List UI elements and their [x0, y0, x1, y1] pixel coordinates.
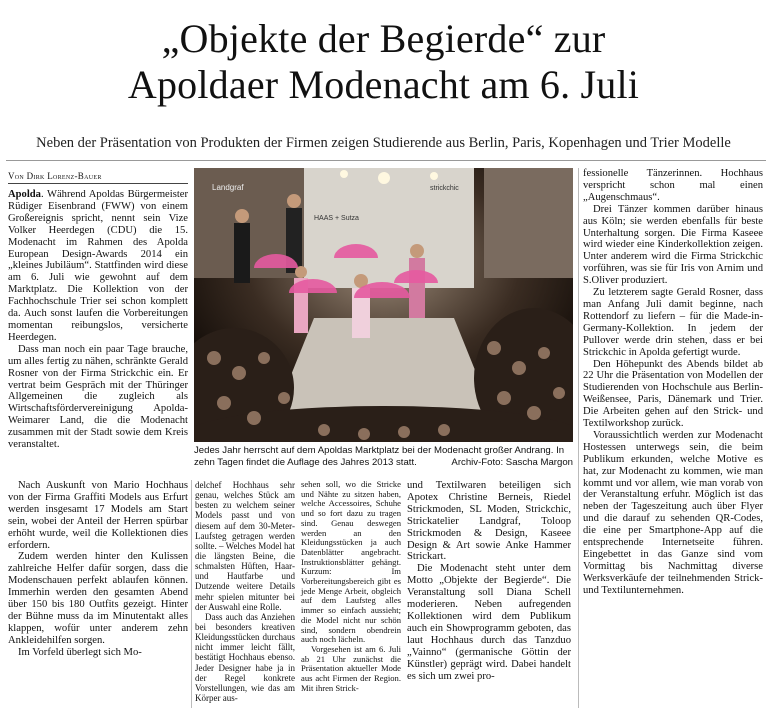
paragraph: Vorgesehen ist am 6. Juli ab 21 Uhr zunächst die Präsentation aktueller Mode aus acht Firmen der Region. Mit ihren Strick-: [301, 643, 401, 693]
paragraph: sehen soll, wo die Stricke und Nähte zu sitzen haben, welche Accessoires, Schuhe und so fort dazu zu tragen sind. Genau deswegen werden an den Kleidungsstücken ja auch Datenblätter angebracht. Instruktionsblätter gehängt. Kurzum: Im Vorbereitungsbereich gibt es jede Menge Arbeit, obgleich auf dem Laufsteg alles immer so einfach aussieht; die Model nicht nur schön sind, sondern obendrein auch noch lächeln.: [301, 479, 401, 645]
sign-landgraf: Landgraf: [212, 183, 244, 192]
paragraph: und Textilwaren beteiligen sich Apotex Christine Berneis, Riedel Strickmoden, SL Moden, Strickchic, Strickatelier Landgraf, Toloop Strickmoden & Design, Kaseee Design & Art sowie Anke Hammer Strickart.: [407, 480, 571, 563]
paragraph: Dass man noch ein paar Tage brauche, um alles fertig zu nähen, schränkte Gerald Rosner von der Firma Strickchic ein. Er vertrat beim Gespräch mit der Thüringer Allgemeinen die zugleich als Wirtschaftsfördervereinigung Apolda-Weimarer Land, die die Modenacht zusammen mit der Stadt sowie dem Kreis veranstaltet.: [8, 343, 188, 451]
sign-haas-sutza: HAAS + Sutza: [314, 215, 359, 222]
fashion-show-photo: [194, 168, 573, 442]
column-4: [407, 480, 571, 682]
column-3: [301, 480, 401, 693]
paragraph: delchef Hochhaus sehr genau, welches Stück am besten zu welchem seiner Models passt und von diesem auf dem 30-Meter-Laufsteg getragen werden sollte. – Welches Model hat die längsten Beine, die schmalsten Hüften, Haar- und Hautfarbe und Dutzende weitere Details mehr spielen mitunter bei der Auswahl eine Rolle.: [195, 480, 295, 612]
column-5: [583, 168, 763, 597]
column-divider: [191, 480, 192, 708]
byline-rule: [8, 183, 188, 184]
paragraph: Voraussichtlich werden zur Modenacht Hostessen unterwegs sein, die beim Publikum erkunden, welche Motive es hat, zur Modenacht zu kommen, wie man kommt und vor allem, wie man vorab von der Veranstaltung erfuhr. Möglich ist das neben der Tageszeitung auch über Flyer und die darauf zu sehenden QR-Codes, die eine per Smartphone-App auf die entsprechende Internetseite führen. Eingebettet in das Ganze sind vom Vormittag bis Nachmittag diverse Werksverkäufe der teilnehmenden Strick- und Textilunternehmen.: [583, 429, 763, 596]
paragraph: Zu letzterem sagte Gerald Rosner, dass man Anfang Juli damit beginne, nach Rottendorf zu liefern – für die Made-in-Germany-Kollektion. In jedem der Pullover werde drin stehen, dass er bei Strickchic in Apolda gefertigt wurde.: [583, 287, 763, 358]
headline-line-2: Apoldaer Modenacht am 6. Juli: [127, 62, 640, 107]
paragraph: Den Höhepunkt des Abends bildet ab 22 Uhr die Präsentation von Modellen der Studierenden von Hochschule aus Berlin-Weißensee, Paris, Dänemark und Trier. Die Arbeiten gehen auf den Strick- und Textilworkshop zurück.: [583, 358, 763, 430]
paragraph: Im Vorfeld überlegt sich Mo-: [18, 646, 142, 658]
byline: Von Dirk Lorenz-Bauer: [8, 171, 102, 181]
photo-caption: [194, 445, 573, 469]
photo-credit: Archiv-Foto: Sascha Margon: [451, 457, 573, 468]
paragraph: Drei Tänzer kommen darüber hinaus aus Köln; sie werden ebenfalls für beste Unterhaltung sorgen. Die Firma Kaseee wird wieder eine Kinderkollektion zeigen. Unter anderem wird die Firma Strickchic vorführen, was sie für Iris von Arnim und S.Oliver produziert.: [583, 203, 763, 287]
headline-line-1: „Objekte der Begierde“ zur: [161, 16, 606, 61]
paragraph: Dass auch das Anziehen bei besonders kreativen Kleidungsstücken durchaus nicht immer leicht fällt, bestätigt Hochhaus ebenso. Jeder Designer habe ja in der Regel konkrete Vorstellungen, wie das am Körper aus-: [195, 611, 295, 703]
headline: [0, 16, 767, 108]
paragraph: fessionelle Tänzerinnen. Hochhaus verspricht schon mal einen „Augenschmaus“.: [583, 168, 763, 203]
subheadline: Neben der Präsentation von Produkten der Firmen zeigen Studierende aus Berlin, Paris, Kopenhagen und Trier Modelle: [36, 135, 731, 151]
subhead-rule: [6, 160, 766, 161]
paragraph-text: . Während Apoldas Bürgermeister Rüdiger Eisenbrand (FWW) von einem Großereignis spricht, nennt sein Vize Volker Heerdegen (CDU) die 15. Modenacht im Rahmen des Apolda European Design-Awards 2014 ein „kleines Jubiläum“. Stattfinden wird diese am 6. Juli wie gewohnt auf dem Marktplatz. Die Kollektion von der Fachhochschule Trier sei schon komplett da. Auch sonst laufen die Vorbereitungen momentan reibungslos, versicherte Heerdegen.: [8, 189, 188, 343]
column-1-top: [8, 189, 188, 451]
column-2: [195, 480, 295, 703]
column-divider: [578, 168, 579, 708]
dateline: Apolda: [8, 189, 41, 200]
caption-text: Jedes Jahr herrscht auf dem Apoldas Marktplatz bei der Modenacht großer Andrang. In zehn Tagen findet die Auflage des Jahres 2013 statt.: [194, 445, 565, 468]
paragraph: Zudem werden hinter den Kulissen zahlreiche Helfer dafür sorgen, dass die Modenschauen perfekt ablaufen können. Immerhin werden den gesamten Abend über 150 bis 180 Outfits gezeigt. Hinter der Bühne muss da im Minutentakt alles klappen, wofür unter anderem zehn Ankleidehilfen sorgen.: [8, 551, 188, 646]
article-photo: [194, 168, 573, 442]
paragraph: [8, 189, 188, 344]
paragraph: Die Modenacht steht unter dem Motto „Objekte der Begierde“. Die Veranstaltung soll Diana Schell moderieren. Neben aufregenden Kollektionen wird dem Publikum auch ein Showprogramm geboten, das laut Hochhaus durch das Tanzduo „Vainno“ (germanische Göttin der Künstler) geprägt wird. Dabei handelt es sich um zwei pro-: [407, 563, 571, 682]
column-1-bottom: [8, 480, 188, 659]
paragraph: Nach Auskunft von Mario Hochhaus von der Firma Graffiti Models aus Erfurt werden insgesamt 17 Models am Start sein, wobei der Anteil der Herren spürbar erhöht wurde, weil die Kollektionen dies erfordern.: [8, 480, 188, 551]
sign-strickchic: strickchic: [430, 185, 459, 192]
